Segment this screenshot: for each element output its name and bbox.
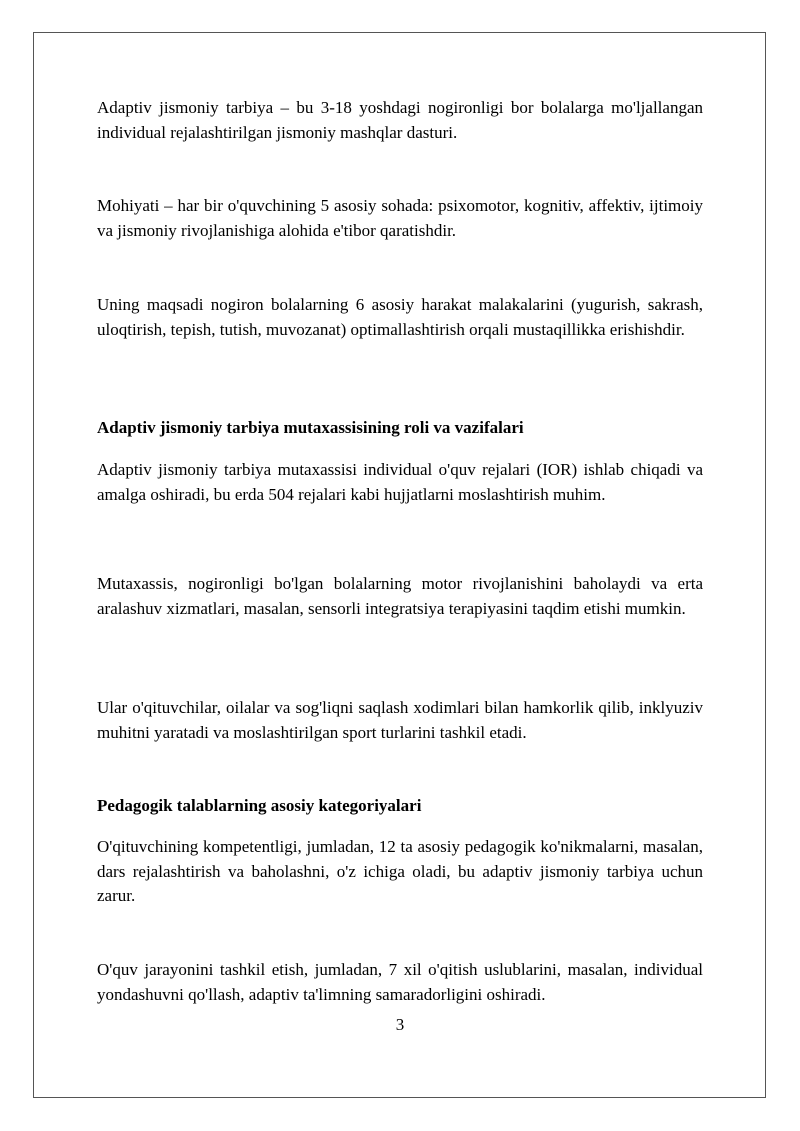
paragraph-specialist-assessment: Mutaxassis, nogironligi bo'lgan bolalarning motor rivojlanishini baholaydi va erta aralashuv xizmatlari, masalan, sensorli integratsiya terapiyasini taqdim etishi mumkin. bbox=[97, 574, 703, 618]
section-heading-specialist-role: Adaptiv jismoniy tarbiya mutaxassisining roli va vazifalari bbox=[97, 418, 524, 437]
paragraph-essence: Mohiyati – har bir o'quvchining 5 asosiy sohada: psixomotor, kognitiv, affektiv, ijtimoiy va jismoniy rivojlanishiga alohida e'tibor qaratishdir. bbox=[97, 196, 703, 240]
paragraph-specialist-ior: Adaptiv jismoniy tarbiya mutaxassisi individual o'quv rejalari (IOR) ishlab chiqadi va amalga oshiradi, bu erda 504 rejalari kabi hujjatlarni moslashtirish muhim. bbox=[97, 460, 703, 504]
section-heading-pedagogical-requirements: Pedagogik talablarning asosiy kategoriyalari bbox=[97, 796, 422, 815]
paragraph-collaboration: Ular o'qituvchilar, oilalar va sog'liqni saqlash xodimlari bilan hamkorlik qilib, inklyuziv muhitni yaratadi va moslashtirilgan sport turlarini tashkil etadi. bbox=[97, 698, 703, 742]
paragraph-learning-process: O'quv jarayonini tashkil etish, jumladan, 7 xil o'qitish uslublarini, masalan, individual yondashuvni qo'llash, adaptiv ta'limning samaradorligini oshiradi. bbox=[97, 960, 703, 1004]
paragraph-goal: Uning maqsadi nogiron bolalarning 6 asosiy harakat malakalarini (yugurish, sakrash, uloqtirish, tepish, tutish, muvozanat) optimallashtirish orqali mustaqillikka erishishdir. bbox=[97, 295, 703, 339]
page-number: 3 bbox=[395, 1015, 405, 1034]
page-border bbox=[33, 32, 766, 1098]
paragraph-adaptive-pe-definition: Adaptiv jismoniy tarbiya – bu 3-18 yoshdagi nogironligi bor bolalarga mo'ljallangan individual rejalashtirilgan jismoniy mashqlar dasturi. bbox=[97, 98, 703, 142]
paragraph-teacher-competence: O'qituvchining kompetentligi, jumladan, 12 ta asosiy pedagogik ko'nikmalarni, masalan, dars rejalashtirish va baholashni, o'z ichiga oladi, bu adaptiv jismoniy tarbiya uchun zarur. bbox=[97, 837, 703, 905]
